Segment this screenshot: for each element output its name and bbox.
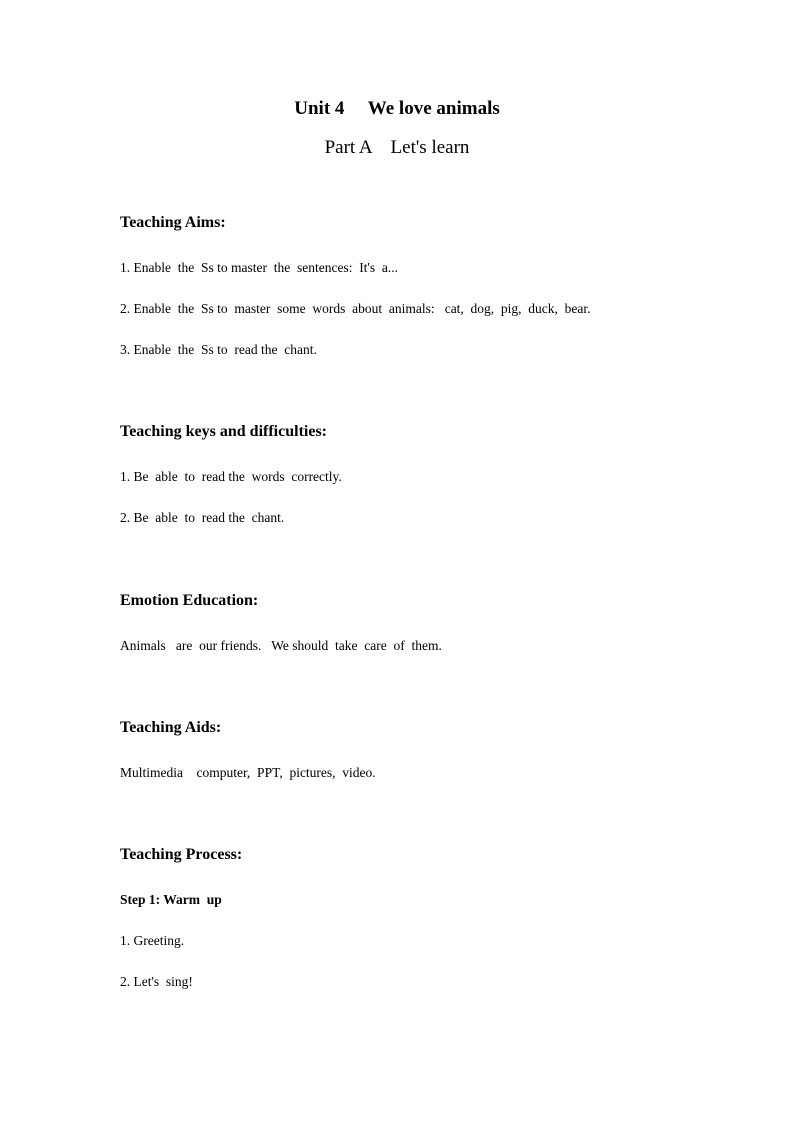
section-heading-teaching-aims: Teaching Aims: xyxy=(120,214,226,231)
section-heading-teaching-keys: Teaching keys and difficulties: xyxy=(120,423,327,440)
document-subtitle: Part A Let's learn xyxy=(324,137,470,158)
section-heading-teaching-aids: Teaching Aids: xyxy=(120,719,222,736)
teaching-aids-item: Multimedia computer, PPT, pictures, video. xyxy=(120,765,376,780)
teaching-keys-item: 2. Be able to read the chant. xyxy=(120,510,285,525)
teaching-process-item: 1. Greeting. xyxy=(120,933,185,948)
teaching-aims-item: 3. Enable the Ss to read the chant. xyxy=(120,342,317,357)
teaching-aims-item: 1. Enable the Ss to master the sentences: It's a... xyxy=(120,260,398,275)
step-heading: Step 1: Warm up xyxy=(120,892,222,907)
teaching-aims-item: 2. Enable the Ss to master some words about animals: cat, dog, pig, duck, bear. xyxy=(120,301,591,316)
document-title: Unit 4 We love animals xyxy=(294,98,500,119)
emotion-education-item: Animals are our friends. We should take care of them. xyxy=(120,638,442,653)
teaching-keys-item: 1. Be able to read the words correctly. xyxy=(120,469,342,484)
section-heading-teaching-process: Teaching Process: xyxy=(120,846,243,863)
section-heading-emotion-education: Emotion Education: xyxy=(120,592,259,609)
teaching-process-item: 2. Let's sing! xyxy=(120,974,193,989)
